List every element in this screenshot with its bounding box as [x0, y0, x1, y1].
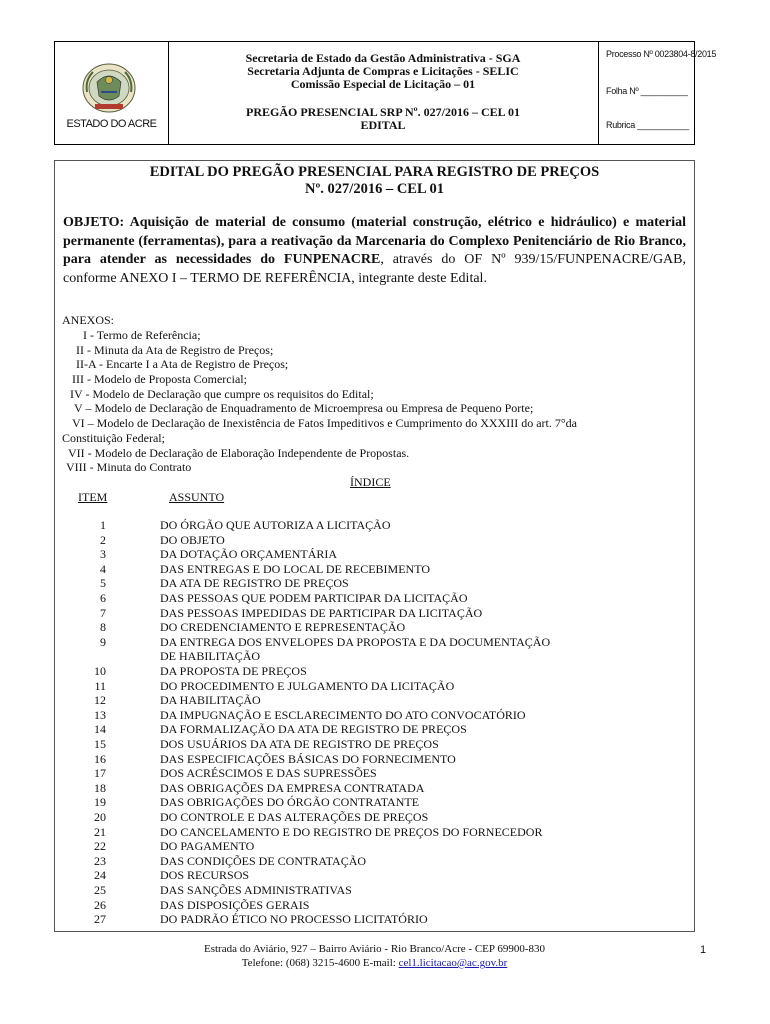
- indice-row: [60, 795, 660, 809]
- indice-row-number: 17: [94, 766, 106, 781]
- indice-row-number: 23: [94, 853, 106, 868]
- indice-row-number: 21: [94, 824, 106, 839]
- indice-row: [60, 679, 660, 693]
- indice-row-label: DOS RECURSOS: [160, 868, 250, 883]
- indice-row: [60, 533, 660, 547]
- indice-row-label: DO CANCELAMENTO E DO REGISTRO DE PREÇOS DO FORNECEDOR: [160, 824, 543, 839]
- indice-row-number: 27: [94, 912, 106, 927]
- anexo-item: I - Termo de Referência;: [83, 328, 201, 342]
- indice-row-label: DA HABILITAÇÃO: [160, 693, 261, 708]
- indice-row-number: 11: [94, 678, 106, 693]
- indice-row: [60, 518, 660, 532]
- anexo-item: IV - Modelo de Declaração que cumpre os requisitos do Edital;: [70, 387, 374, 401]
- indice-row-label: DA ENTREGA DOS ENVELOPES DA PROPOSTA E DA DOCUMENTAÇÃO: [160, 634, 551, 649]
- indice-row-number: 25: [94, 883, 106, 897]
- indice-row-number: 26: [94, 897, 106, 912]
- indice-row-number: 3: [100, 547, 106, 562]
- indice-row: [60, 649, 660, 663]
- indice-row: [60, 868, 660, 882]
- indice-heading: ÍNDICE: [350, 475, 391, 489]
- indice-row-number: 6: [100, 591, 106, 605]
- header-edital: EDITAL: [360, 118, 406, 132]
- indice-row-label: DO ÓRGÃO QUE AUTORIZA A LICITAÇÃO: [160, 518, 391, 532]
- indice-row: [60, 620, 660, 634]
- page-number: 1: [700, 944, 707, 956]
- edital-number: Nº. 027/2016 – CEL 01: [305, 181, 444, 197]
- indice-row: [60, 810, 660, 824]
- anexo-item: III - Modelo de Proposta Comercial;: [72, 372, 247, 386]
- indice-row-label: DO CONTROLE E DAS ALTERAÇÕES DE PREÇOS: [160, 810, 429, 824]
- anexo-item: II - Minuta da Ata de Registro de Preços;: [76, 343, 274, 357]
- indice-row-label: DOS ACRÉSCIMOS E DAS SUPRESSÕES: [160, 766, 377, 781]
- indice-row-label: DE HABILITAÇÃO: [160, 649, 261, 664]
- indice-row: [60, 693, 660, 707]
- anexo-item: VIII - Minuta do Contrato: [66, 460, 192, 474]
- indice-row-number: 8: [100, 620, 106, 635]
- objeto-paragraph: [63, 214, 686, 288]
- footer-contact: [54, 957, 695, 969]
- indice-row: [60, 883, 660, 897]
- indice-row-label: DO PAGAMENTO: [160, 839, 255, 854]
- indice-row-label: DA ATA DE REGISTRO DE PREÇOS: [160, 576, 349, 591]
- indice-row: [60, 664, 660, 678]
- indice-row: [60, 547, 660, 561]
- indice-row-label: DOS USUÁRIOS DA ATA DE REGISTRO DE PREÇOS: [160, 737, 439, 751]
- indice-row: [60, 912, 660, 926]
- indice-row-label: DAS DISPOSIÇÕES GERAIS: [160, 897, 310, 912]
- indice-row-label: DAS PESSOAS IMPEDIDAS DE PARTICIPAR DA LICITAÇÃO: [160, 605, 483, 620]
- indice-col-assunto: ASSUNTO: [169, 490, 225, 504]
- indice-row: [60, 898, 660, 912]
- indice-row: [60, 708, 660, 722]
- acre-coat-of-arms-icon: [81, 62, 137, 114]
- indice-row-label: DO PADRÃO ÉTICO NO PROCESSO LICITATÓRIO: [160, 912, 428, 927]
- indice-row-label: DAS CONDIÇÕES DE CONTRATAÇÃO: [160, 853, 367, 868]
- indice-row-number: 22: [94, 839, 106, 854]
- edital-title: EDITAL DO PREGÃO PRESENCIAL PARA REGISTRO DE PREÇOS: [149, 164, 600, 180]
- header-process-cell: [598, 42, 717, 144]
- indice-row-number: 20: [94, 810, 106, 824]
- indice-row-number: 1: [100, 518, 106, 532]
- anexo-item-continuation: Constituição Federal;: [62, 431, 165, 445]
- indice-row: [60, 766, 660, 780]
- indice-row-label: DAS ESPECIFICAÇÕES BÁSICAS DO FORNECIMENTO: [160, 751, 456, 766]
- indice-row: [60, 737, 660, 751]
- indice-row: [60, 635, 660, 649]
- header-title-cell: [168, 42, 599, 144]
- header-secretaria: Secretaria de Estado da Gestão Administrativa - SGA: [245, 51, 521, 65]
- indice-row-label: DAS SANÇÕES ADMINISTRATIVAS: [160, 883, 352, 897]
- indice-row-number: 7: [100, 605, 106, 620]
- indice-row-number: 16: [94, 751, 106, 766]
- indice-row-number: 5: [100, 576, 106, 591]
- footer-phone: Telefone: (068) 3215-4600 E-mail:: [241, 957, 399, 969]
- indice-row: [60, 781, 660, 795]
- indice-row-number: 4: [100, 561, 106, 576]
- indice-row-number: 2: [100, 532, 106, 547]
- indice-row: [60, 562, 660, 576]
- header-logo-cell: [55, 42, 169, 144]
- rubrica-field: Rubrica ___________: [606, 120, 689, 130]
- indice-row-label: DAS PESSOAS QUE PODEM PARTICIPAR DA LICITAÇÃO: [160, 591, 468, 605]
- indice-row-number: 12: [94, 693, 106, 708]
- indice-row: [60, 606, 660, 620]
- indice-row-label: DAS OBRIGAÇÕES DO ÓRGÃO CONTRATANTE: [160, 795, 420, 810]
- objeto-normal: , através do OF Nº 939/15/FUNPENACRE/GAB, conforme ANEXO I – TERMO DE REFERÊNCIA, integrante deste Edital.: [63, 252, 687, 286]
- footer-email-link[interactable]: cel1.licitacao@ac.gov.br: [398, 957, 508, 969]
- anexo-item: VII - Modelo de Declaração de Elaboração Independente de Propostas.: [68, 446, 410, 460]
- indice-row-number: 15: [94, 737, 106, 751]
- indice-row-label: DO CREDENCIAMENTO E REPRESENTAÇÃO: [160, 620, 406, 635]
- indice-row-number: 24: [94, 868, 106, 883]
- header-secretaria-adjunta: Secretaria Adjunta de Compras e Licitações - SELIC: [247, 64, 519, 78]
- anexos-heading: ANEXOS:: [62, 313, 115, 327]
- indice-row-number: 19: [94, 795, 106, 810]
- header-pregao: PREGÃO PRESENCIAL SRP Nº. 027/2016 – CEL 01: [245, 105, 520, 119]
- objeto-bold: OBJETO: Aquisição de material de consumo (material construção, elétrico e hidráulico) e material permanente (ferramentas), para a reativação da Marcenaria do Complexo Penitenciário de Rio Branco, para atender as necessidades do FUNPENACRE: [63, 215, 686, 267]
- indice-row: [60, 752, 660, 766]
- indice-row-label: DAS ENTREGAS E DO LOCAL DE RECEBIMENTO: [160, 561, 430, 576]
- indice-row: [60, 839, 660, 853]
- indice-row-label: DAS OBRIGAÇÕES DA EMPRESA CONTRATADA: [160, 780, 425, 795]
- indice-row-label: DA PROPOSTA DE PREÇOS: [160, 664, 307, 678]
- indice-row-label: DA DOTAÇÃO ORÇAMENTÁRIA: [160, 547, 338, 562]
- header-comissao: Comissão Especial de Licitação – 01: [290, 77, 476, 91]
- indice-row: [60, 591, 660, 605]
- indice-row: [60, 722, 660, 736]
- indice-row-label: DA FORMALIZAÇÃO DA ATA DE REGISTRO DE PREÇOS: [160, 722, 467, 737]
- indice-row-label: DO PROCEDIMENTO E JULGAMENTO DA LICITAÇÃO: [160, 678, 455, 693]
- indice-row-number: 18: [94, 780, 106, 795]
- folha-field: Folha Nº __________: [606, 86, 688, 96]
- indice-row: [60, 576, 660, 590]
- indice-row-label: DO OBJETO: [160, 532, 225, 547]
- indice-col-item: ITEM: [78, 490, 108, 504]
- anexo-item: II-A - Encarte I a Ata de Registro de Preços;: [76, 357, 289, 371]
- indice-row-number: 13: [94, 707, 106, 722]
- state-label: ESTADO DO ACRE: [66, 118, 157, 130]
- footer-address: Estrada do Aviário, 927 – Bairro Aviário - Rio Branco/Acre - CEP 69900-830: [203, 943, 546, 955]
- indice-row-number: 9: [100, 634, 106, 649]
- document-header: [54, 41, 717, 145]
- indice-row: [60, 854, 660, 868]
- indice-row-number: 10: [94, 664, 106, 678]
- processo-number: Processo Nº 0023804-8/2015: [606, 49, 717, 59]
- anexo-item: V – Modelo de Declaração de Enquadramento de Microempresa ou Empresa de Pequeno Porte;: [74, 401, 534, 415]
- indice-row-number: 14: [94, 722, 106, 737]
- indice-row: [60, 825, 660, 839]
- indice-row-label: DA IMPUGNAÇÃO E ESCLARECIMENTO DO ATO CONVOCATÓRIO: [160, 707, 526, 722]
- anexo-item: VI – Modelo de Declaração de Inexistência de Fatos Impeditivos e Cumprimento do XXXIII do art. 7°da: [72, 416, 577, 430]
